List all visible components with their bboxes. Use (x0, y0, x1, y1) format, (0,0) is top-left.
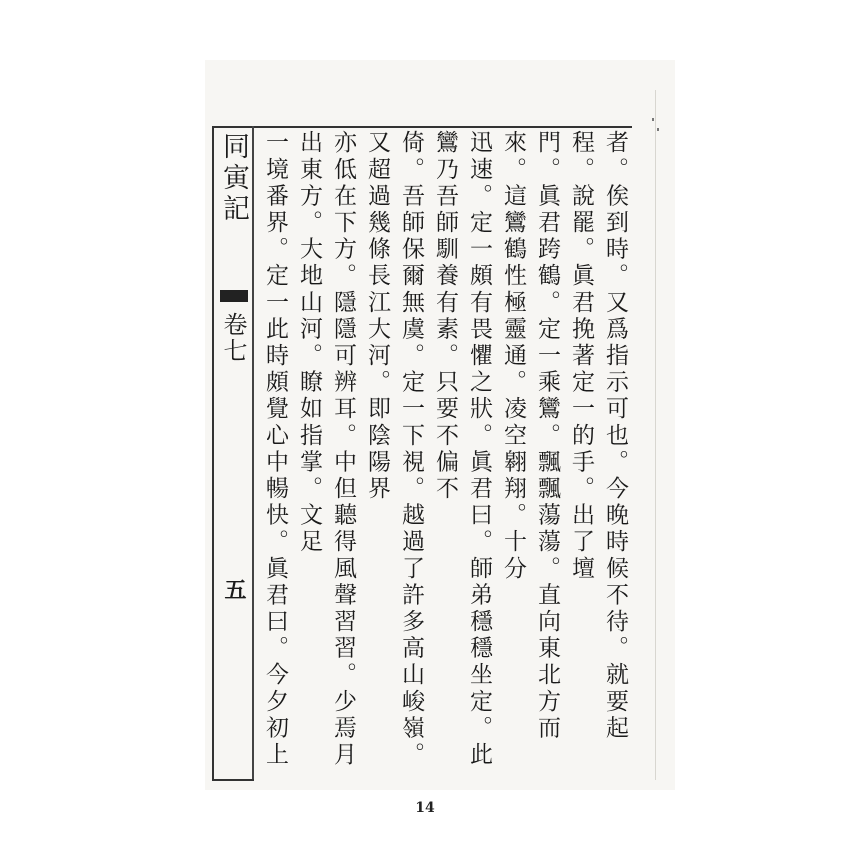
frame-left-border (212, 126, 214, 781)
margin-leaf-number: 五 (221, 578, 247, 600)
scan-speck (652, 118, 654, 121)
main-text-block (262, 130, 632, 780)
text-column: 門。眞君跨鶴。定一乘鸞。飄飄蕩蕩。直向東北方而來。這鸞鶴性極靈通。凌空翱翔。十分 (500, 130, 560, 742)
frame-bottom-border (212, 779, 254, 781)
text-column: 迅速。定一頗有畏懼之狀。眞君曰。師弟穩穩坐定。此鸞乃吾師馴養有素。只要不偏不 (432, 130, 492, 769)
page-edge (655, 90, 656, 780)
text-column: 一境番界。定一此時頗覺心中暢快。眞君曰。今夕初上 (262, 130, 288, 769)
scan-speck (657, 128, 659, 131)
margin-book-title: 同寅記 (218, 132, 249, 225)
margin-volume-label: 卷七 (219, 312, 247, 364)
page-number: 14 (415, 800, 435, 816)
text-column: 倚。吾師保爾無虞。定一下視。越過了許多高山峻嶺。又超過幾條長江大河。即陰陽界 (364, 130, 424, 769)
text-column: 者。俟到時。又爲指示可也。今晚時候不待。就要起程。說罷。眞君挽著定一的手。出了壇 (568, 130, 628, 742)
text-column: 亦低在下方。隱隱可辨耳。中但聽得風聲習習。少焉月出東方。大地山河。瞭如指掌。文足 (296, 130, 356, 769)
margin-column-rule (252, 126, 254, 781)
margin-fishtail-mark (220, 290, 248, 302)
frame-top-border (212, 126, 632, 128)
